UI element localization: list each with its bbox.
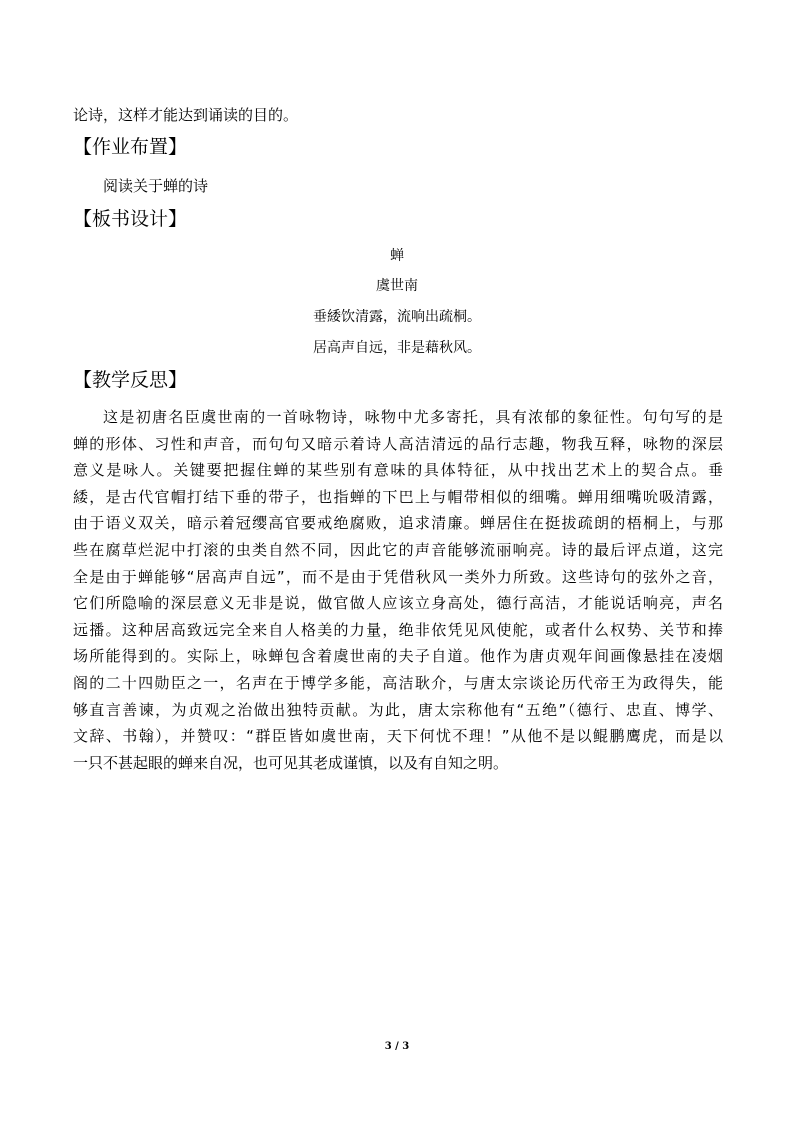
poem-author: 虞世南 <box>376 278 418 294</box>
homework-heading: 【作业布置】 <box>73 136 188 158</box>
reflection-line: 緌，是古代官帽打结下垂的带子，也指蝉的下巴上与帽带相似的细嘴。蝉用细嘴吮吸清露， <box>73 487 723 506</box>
page-number: 3 / 3 <box>384 1041 410 1052</box>
reflection-heading: 【教学反思】 <box>73 369 188 391</box>
board-design-heading: 【板书设计】 <box>73 208 188 230</box>
reflection-line: 够直言善谏，为贞观之治做出独特贡献。为此，唐太宗称他有“五绝”（德行、忠直、博学、 <box>73 700 723 719</box>
reflection-line: 一只不甚起眼的蝉来自况，也可见其老成谨慎，以及有自知之明。 <box>73 753 509 772</box>
reflection-line: 文辞、书翰），并赞叹：“群臣皆如虞世南，天下何忧不理！”从他不是以鲲鹏鹰虎，而是以 <box>73 727 723 746</box>
reflection-line: 蝉的形体、习性和声音，而句句又暗示着诗人高洁清远的品行志趣，物我互释，咏物的深层 <box>73 434 723 453</box>
reflection-line: 些在腐草烂泥中打滚的虫类自然不同，因此它的声音能够流丽响亮。诗的最后评点道，这完 <box>73 540 723 559</box>
poem-title: 蝉 <box>390 248 404 264</box>
reflection-line: 远播。这种居高致远完全来自人格美的力量，绝非依凭见风使舵，或者什么权势、关节和捧 <box>73 620 723 639</box>
poem-line: 垂緌饮清露，流响出疏桐。 <box>313 309 481 325</box>
poem-line: 居高声自远，非是藉秋风。 <box>313 340 481 356</box>
homework-content: 阅读关于蝉的诗 <box>103 177 209 195</box>
reflection-line: 由于语义双关，暗示着冠缨高官要戒绝腐败，追求清廉。蝉居住在挺拔疏朗的梧桐上，与那 <box>73 514 723 533</box>
reflection-line: 阁的二十四勋臣之一，名声在于博学多能，高洁耿介，与唐太宗谈论历代帝王为政得失，能 <box>73 673 723 692</box>
reflection-line: 场所能得到的。实际上，咏蝉包含着虞世南的夫子自道。他作为唐贞观年间画像悬挂在凌烟 <box>73 647 723 666</box>
intro-continuation-text: 论诗，这样才能达到诵读的目的。 <box>73 106 299 124</box>
reflection-paragraph <box>73 404 723 776</box>
reflection-line: 意义是咏人。关键要把握住蝉的某些别有意味的具体特征，从中找出艺术上的契合点。垂 <box>73 461 723 480</box>
reflection-line: 它们所隐喻的深层意义无非是说，做官做人应该立身高处，德行高洁，才能说话响亮，声名 <box>73 594 723 613</box>
reflection-line: 全是由于蝉能够“居高声自远”，而不是由于凭借秋风一类外力所致。这些诗句的弦外之音， <box>73 567 723 586</box>
reflection-line: 这是初唐名臣虞世南的一首咏物诗，咏物中尤多寄托，具有浓郁的象征性。句句写的是 <box>103 408 723 426</box>
